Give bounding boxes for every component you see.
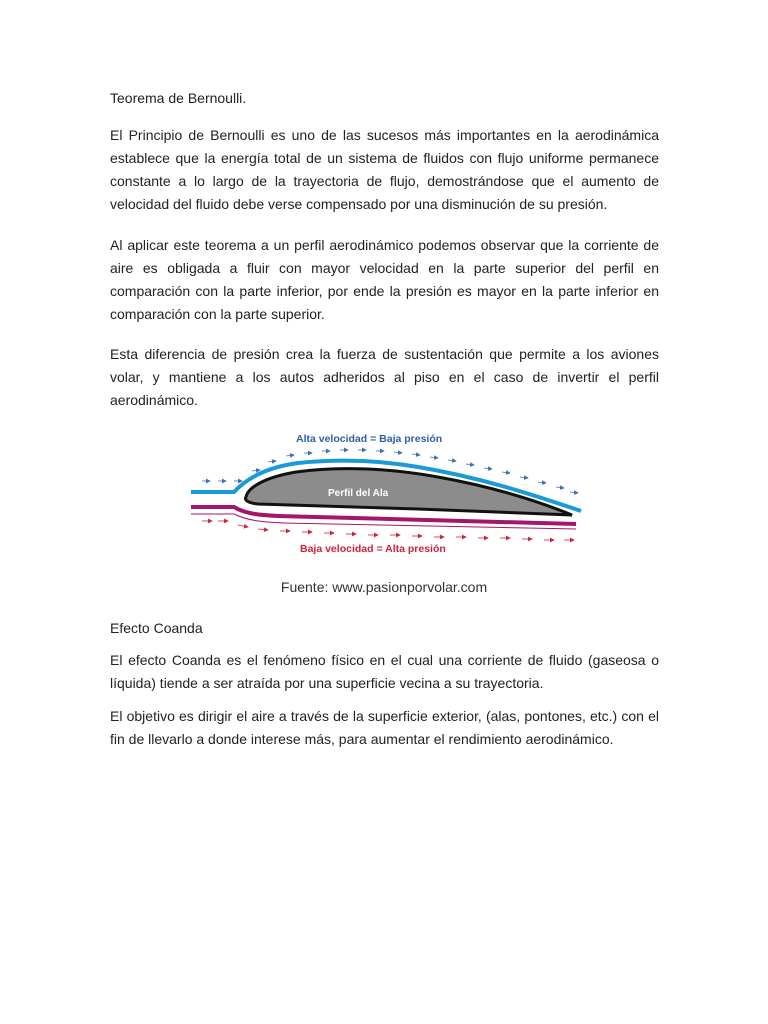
- bottom-flow-label: Baja velocidad = Alta presión: [300, 543, 446, 555]
- airfoil-diagram: [188, 425, 583, 560]
- figure-caption: Fuente: www.pasionporvolar.com: [280, 579, 488, 595]
- paragraph-lift-force: Esta diferencia de presión crea la fuerza de sustentación que permite a los aviones volar, y mantiene a los autos adheridos al piso en el caso de invertir el perfil aerodinámico.: [110, 346, 659, 408]
- paragraph-coanda-definition: El efecto Coanda es el fenómeno físico en el cual una corriente de fluido (gaseosa o líquida) tiende a ser atraída por una superficie vecina a su trayectoria.: [110, 652, 659, 691]
- document-title: Teorema de Bernoulli.: [110, 90, 247, 106]
- section-heading-coanda: Efecto Coanda: [110, 620, 203, 636]
- wing-label: Perfil del Ala: [328, 488, 389, 499]
- paragraph-bernoulli-principle: El Principio de Bernoulli es uno de las sucesos más importantes en la aerodinámica establece que la energía total de un sistema de fluidos con flujo uniforme permanece constante a lo largo de la trayectoria de flujo, demostrándose que el aumento de velocidad del fluido debe verse compensado por una disminución de su presión.: [110, 127, 659, 212]
- paragraph-coanda-objective: El objetivo es dirigir el aire a través de la superficie exterior, (alas, pontones, etc.) con el fin de llevarlo a donde interese más, para aumentar el rendimiento aerodinámico.: [110, 708, 659, 747]
- paragraph-airfoil-application: Al aplicar este teorema a un perfil aerodinámico podemos observar que la corriente de aire es obligada a fluir con mayor velocidad en la parte superior del perfil en comparación con la parte inferior, por ende la presión es mayor en la parte inferior en comparación con la parte superior.: [110, 237, 659, 322]
- top-flow-label: Alta velocidad = Baja presión: [296, 433, 443, 445]
